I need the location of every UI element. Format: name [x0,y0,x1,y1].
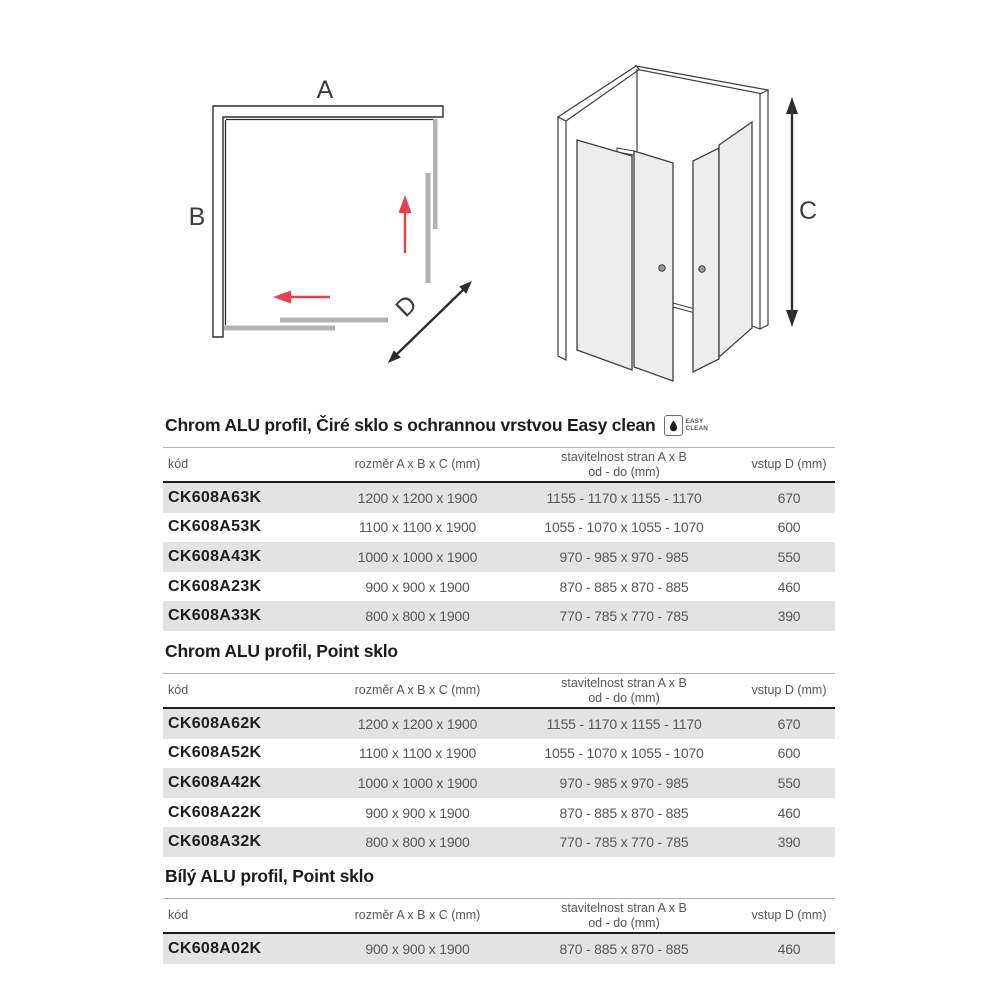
door-motion-arrow-left [273,291,330,304]
table-row [163,739,835,769]
frame-left-profile [558,117,566,360]
section-title [165,864,835,888]
cell-adjust: 1155 - 1170 x 1155 - 1170 [546,489,702,506]
cell-adjust: 1155 - 1170 x 1155 - 1170 [546,715,702,732]
sliding-panel-bottom-outer [224,326,335,331]
cell-size: 1100 x 1100 x 1900 [358,745,477,762]
header-code: kód [168,457,189,471]
table-row [163,798,835,828]
spec-table [163,447,835,631]
cell-adjust: 970 - 985 x 970 - 985 [559,548,689,565]
perspective-diagram [545,48,845,393]
cell-code: CK608A52K [168,744,262,762]
cell-adjust: 1055 - 1070 x 1055 - 1070 [544,519,704,536]
spec-table [163,673,835,857]
table-body [163,709,835,857]
sliding-panel-right-outer [433,119,438,229]
section-bily-point-sklo [163,864,835,964]
section-title [165,413,835,437]
header-adjustability: stavitelnost stran A x B od - do (mm) [561,449,687,479]
table-row [163,768,835,798]
table-body [163,483,835,631]
cell-code: CK608A32K [168,833,262,851]
header-code: kód [168,908,189,922]
cell-entry: 550 [777,548,801,565]
cell-size: 1100 x 1100 x 1900 [358,519,477,536]
table-body [163,934,835,964]
cell-code: CK608A02K [168,939,262,957]
cell-entry: 670 [777,489,801,506]
header-adjustability: stavitelnost stran A x B od - do (mm) [561,900,687,930]
dimension-label-d: D [390,289,423,323]
cell-size: 800 x 800 x 1900 [365,834,470,851]
cell-size: 900 x 900 x 1900 [365,940,470,957]
section-chrom-cire-sklo [163,413,835,631]
header-size: rozměr A x B x C (mm) [354,683,481,697]
dimension-label-b: B [188,203,206,231]
section-title-text: Chrom ALU profil, Point sklo [165,640,398,661]
header-code: kód [168,683,189,697]
cell-adjust: 770 - 785 x 770 - 785 [559,834,689,851]
frame-top-left-bar [558,66,640,121]
cell-entry: 600 [777,519,801,536]
cell-size: 1000 x 1000 x 1900 [357,548,478,565]
cell-entry: 390 [777,834,801,851]
cell-adjust: 1055 - 1070 x 1055 - 1070 [544,745,704,762]
table-row [163,542,835,572]
table-row [163,513,835,543]
spec-table [163,898,835,964]
cell-code: CK608A42K [168,773,262,791]
frame-right-profile [760,90,768,329]
header-entry: vstup D (mm) [751,683,827,697]
section-title [165,639,835,663]
cell-size: 800 x 800 x 1900 [365,608,470,625]
cell-code: CK608A62K [168,714,262,732]
table-row [163,572,835,602]
table-row [163,827,835,857]
cell-entry: 670 [777,715,801,732]
sliding-panel-right-inner [426,173,431,283]
cell-code: CK608A23K [168,577,262,595]
table-header-row [163,899,835,934]
table-row [163,934,835,964]
badge-line1: EASY [685,418,704,425]
height-dimension-arrow [786,97,798,327]
frame-top-right-bar [636,66,768,95]
dimension-label-a: A [316,76,334,104]
table-row [163,709,835,739]
sliding-panel-bottom-inner [280,318,388,323]
bottom-right-edge [752,326,760,329]
table-header-row [163,448,835,483]
glass-panel-left-fixed [577,140,632,370]
water-drop-icon [664,415,683,436]
cell-code: CK608A63K [168,488,262,506]
glass-panel-right-fixed [719,122,752,357]
header-entry: vstup D (mm) [751,457,827,471]
cell-adjust: 770 - 785 x 770 - 785 [559,608,689,625]
door-handle-left [659,265,665,271]
table-row [163,483,835,513]
cell-entry: 600 [777,745,801,762]
easy-clean-badge [664,415,708,436]
section-chrom-point-sklo [163,639,835,857]
dimension-label-c: C [798,197,818,225]
cell-entry: 390 [777,608,801,625]
cell-adjust: 870 - 885 x 870 - 885 [559,940,689,957]
door-motion-arrow-up [399,195,412,253]
section-title-text: Chrom ALU profil, Čiré sklo s ochrannou vrstvou Easy clean [165,414,656,435]
cell-code: CK608A43K [168,547,262,565]
header-entry: vstup D (mm) [751,908,827,922]
cell-size: 900 x 900 x 1900 [365,804,470,821]
glass-panel-right-door [693,148,719,372]
cell-size: 1200 x 1200 x 1900 [357,715,478,732]
easy-clean-badge-text [686,418,708,432]
header-size: rozměr A x B x C (mm) [354,908,481,922]
cell-entry: 460 [777,578,801,595]
door-handle-right [699,266,705,272]
section-title-text: Bílý ALU profil, Point sklo [165,865,374,886]
cell-entry: 550 [777,774,801,791]
glass-panel-left-door [634,151,673,381]
cell-code: CK608A33K [168,607,262,625]
cell-code: CK608A53K [168,518,262,536]
cell-size: 1000 x 1000 x 1900 [357,774,478,791]
header-size: rozměr A x B x C (mm) [354,457,481,471]
cell-adjust: 870 - 885 x 870 - 885 [559,578,689,595]
top-view-diagram [185,72,485,372]
badge-line2: CLEAN [685,425,708,432]
table-header-row [163,674,835,709]
table-row [163,601,835,631]
cell-code: CK608A22K [168,803,262,821]
cell-entry: 460 [777,804,801,821]
cell-entry: 460 [777,940,801,957]
cell-size: 900 x 900 x 1900 [365,578,470,595]
cell-adjust: 970 - 985 x 970 - 985 [559,774,689,791]
cell-size: 1200 x 1200 x 1900 [357,489,478,506]
cell-adjust: 870 - 885 x 870 - 885 [559,804,689,821]
header-adjustability: stavitelnost stran A x B od - do (mm) [561,675,687,705]
